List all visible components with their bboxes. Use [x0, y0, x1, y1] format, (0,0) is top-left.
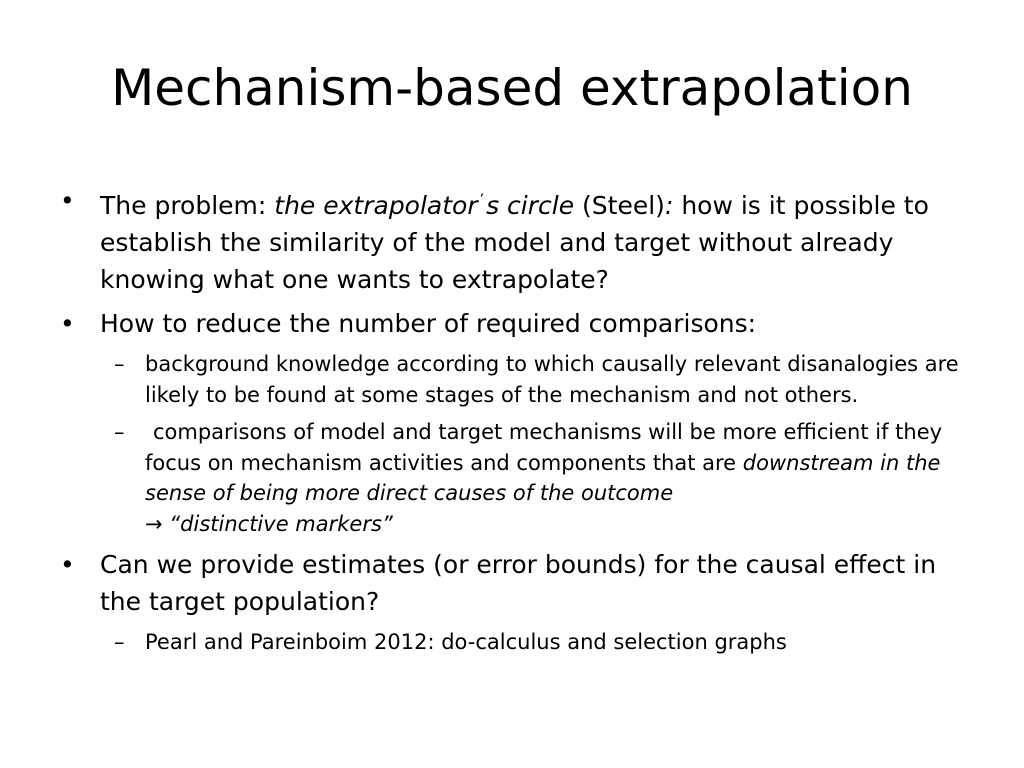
arrow-icon: →: [145, 511, 163, 536]
bullet-text: Can we provide estimates (or error bounds) for the causal effect in the target population?: [100, 550, 937, 616]
sub-item-background-knowledge: [56, 349, 976, 410]
apostrophe-mark: ’: [479, 192, 485, 208]
bullet-icon: •: [60, 186, 75, 215]
bullet-icon: •: [60, 309, 75, 338]
sub-item-comparisons-efficient: [56, 417, 976, 539]
bullet-item-comparisons: [56, 305, 976, 342]
bullet-item-estimates: [56, 546, 976, 620]
sub-item-text: Pearl and Pareinboim 2012: do-calculus and selection graphs: [145, 630, 787, 654]
bullet-text-mid: (Steel): [574, 191, 665, 220]
bullet-item-problem: [56, 182, 976, 298]
sub-item-pearl-pareinboim: [56, 627, 976, 658]
bullet-text-italic: the extrapolator: [274, 191, 478, 220]
bullet-text-prefix: The problem:: [100, 191, 275, 220]
distinctive-markers-text: “distinctive markers”: [162, 511, 393, 536]
slide-title: Mechanism-based extrapolation: [111, 59, 913, 117]
slide-body: [56, 182, 976, 665]
dash-icon: –: [114, 630, 125, 654]
sub-item-text: comparisons of model and target mechanisms will be more efficient if they focus on mechanism activities and components that are: [145, 420, 943, 475]
bullet-text-rest: how is it possible to establish the similarity of the model and target without already knowing what one wants to extrapolate?: [100, 191, 929, 294]
sub-item-text: background knowledge according to which causally relevant disanalogies are likely to be found at some stages of the mechanism and not others.: [145, 352, 959, 407]
sub-item-text-italic: downstream in the sense of being more direct causes of the outcome: [145, 450, 941, 505]
bullet-text-italic-2: s circle: [486, 191, 575, 220]
bullet-text: How to reduce the number of required comparisons:: [100, 309, 757, 338]
dash-icon: –: [114, 420, 125, 444]
bullet-text-colon: :: [664, 191, 674, 220]
bullet-icon: •: [60, 550, 75, 579]
dash-icon: –: [114, 352, 125, 376]
